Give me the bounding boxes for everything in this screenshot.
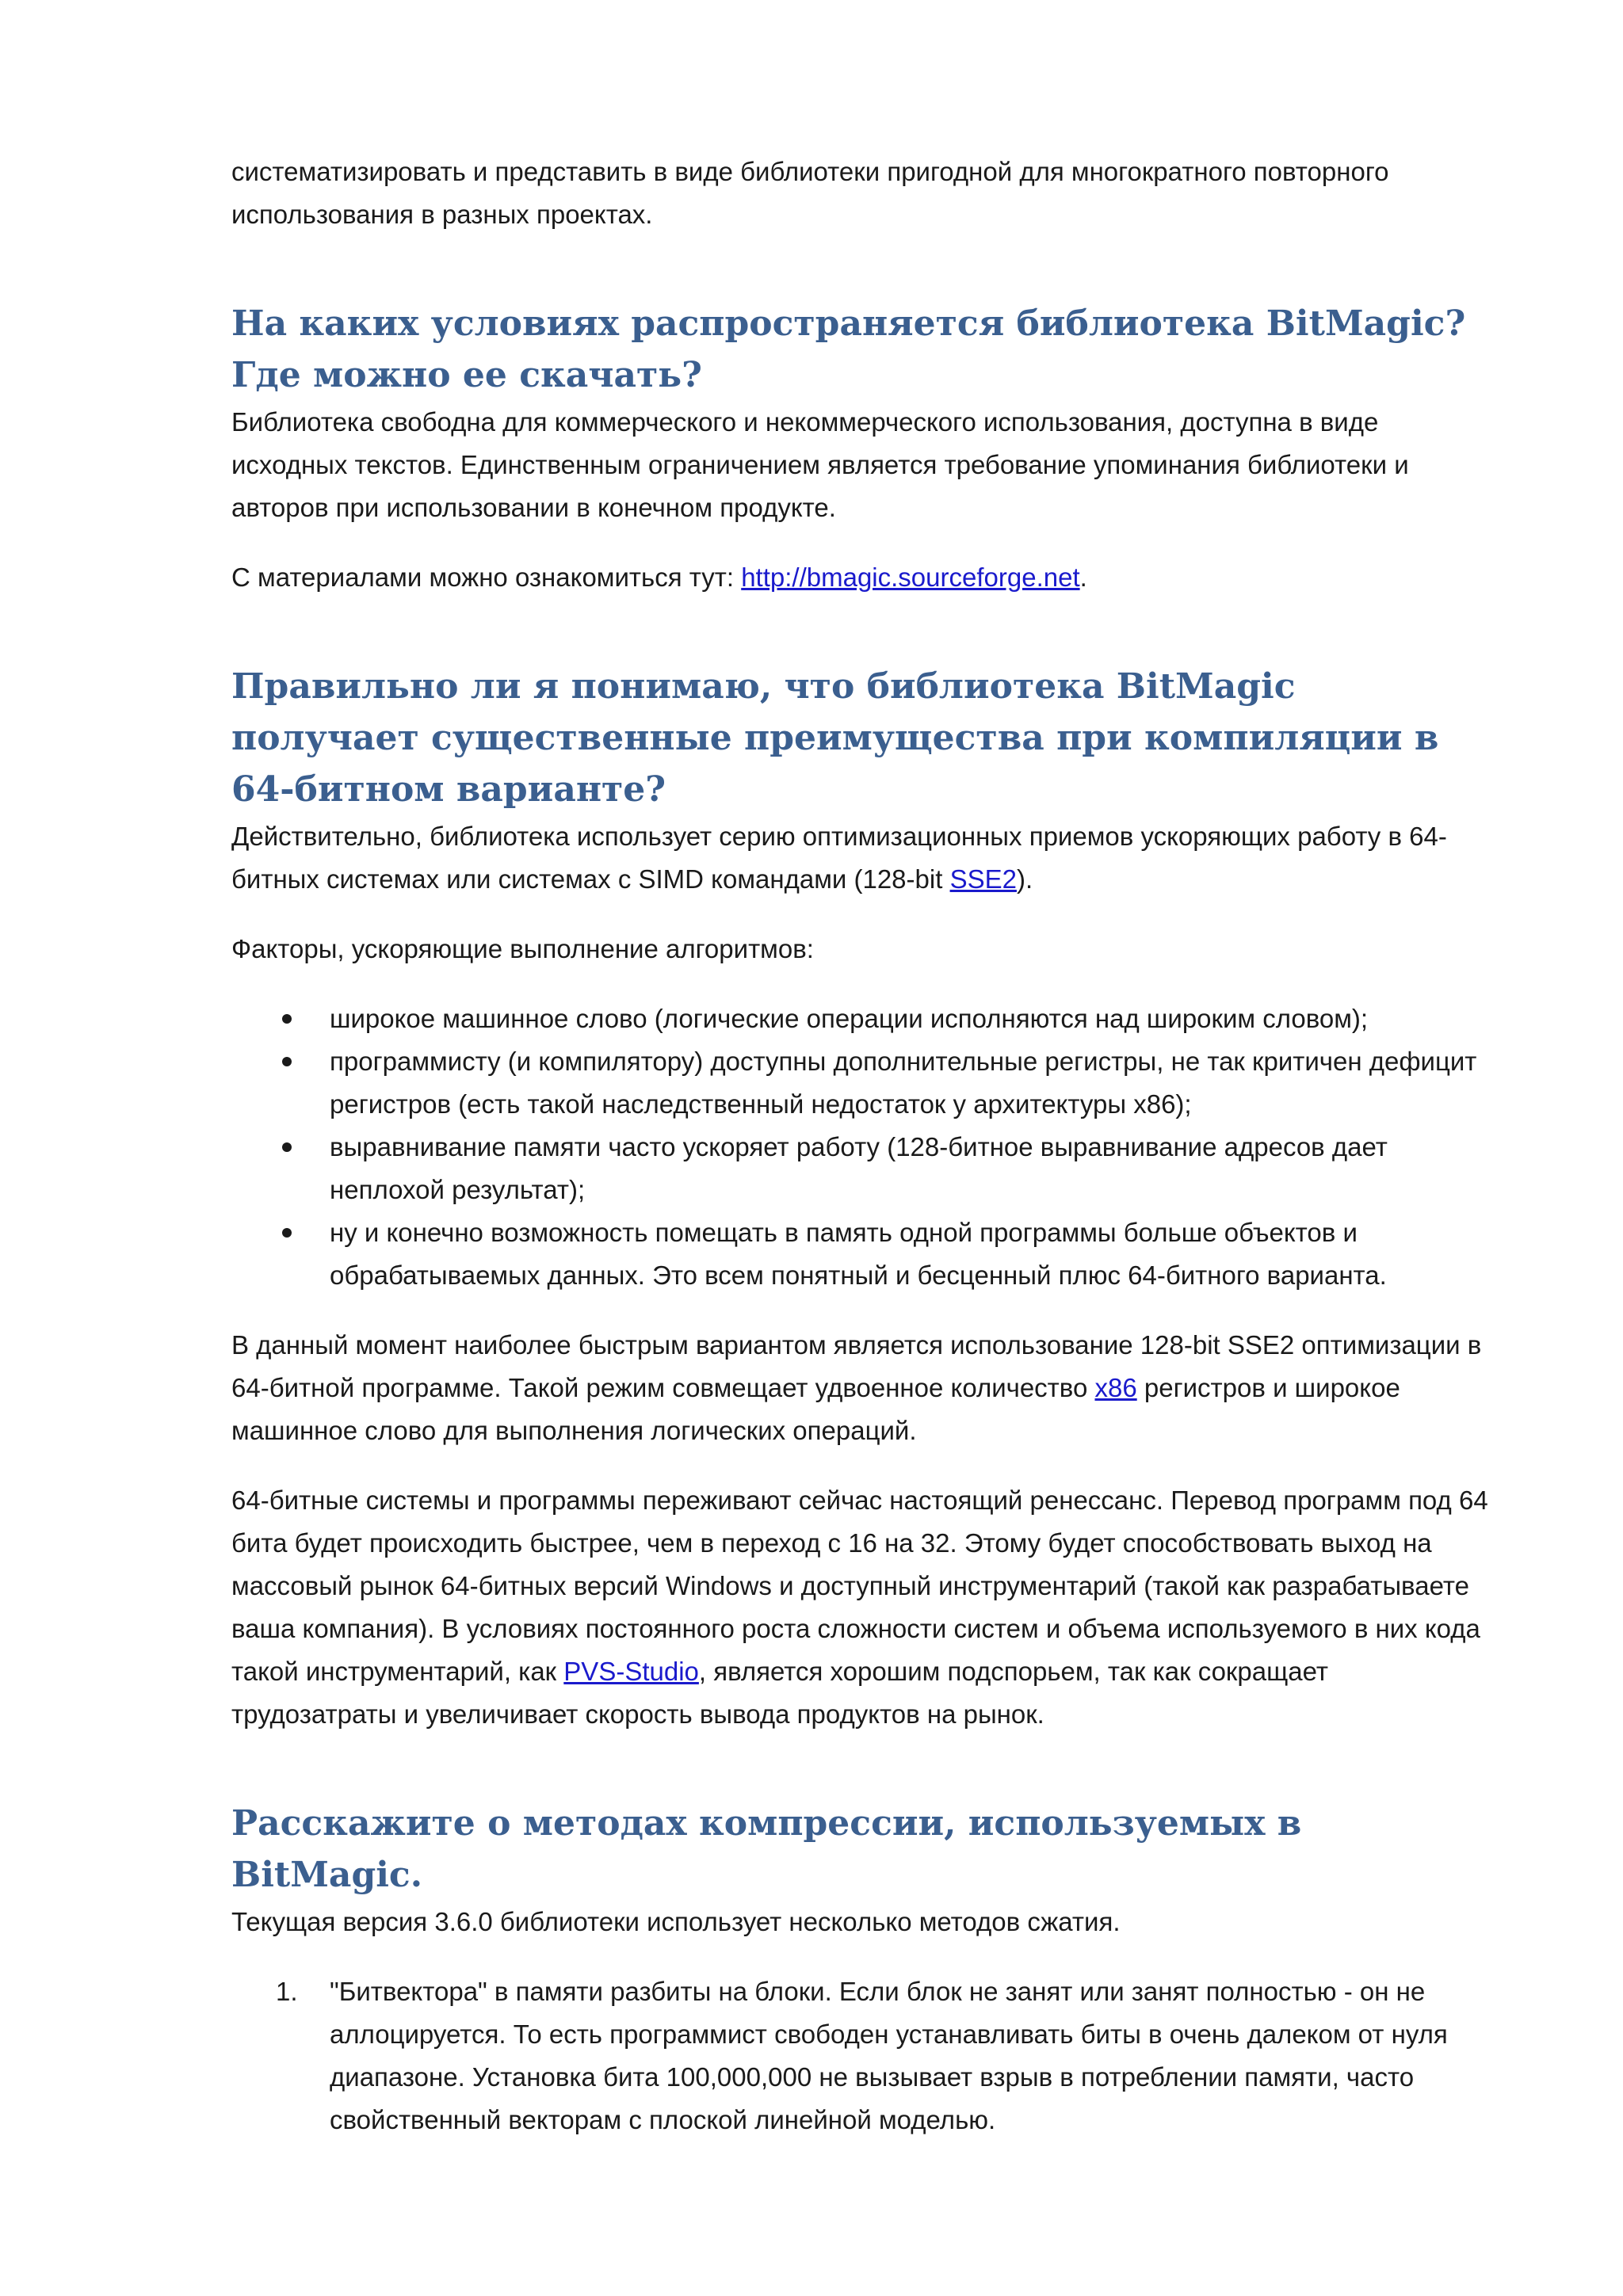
list-item: выравнивание памяти часто ускоряет работу (128-битное выравнивание адресов дает неплохой результат); — [330, 1126, 1488, 1211]
list-item: широкое машинное слово (логические операции исполняются над широким словом); — [330, 997, 1488, 1040]
optimization-suffix: ). — [1016, 864, 1033, 894]
list-item: ну и конечно возможность помещать в память одной программы больше объектов и обрабатываемых данных. Это всем понятный и бесценный плюс 64-битного варианта. — [330, 1211, 1488, 1297]
list-item: программисту (и компилятору) доступны дополнительные регистры, не так критичен дефицит регистров (есть такой наследственный недостаток у архитектуры x86); — [330, 1040, 1488, 1126]
license-paragraph: Библиотека свободна для коммерческого и некоммерческого использования, доступна в виде исходных текстов. Единственным ограничением является требование упоминания библиотеки и авторов при использовании в конечном продукте. — [231, 407, 1409, 522]
intro-paragraph: систематизировать и представить в виде библиотеки пригодной для многократного повторного использования в разных проектах. — [231, 157, 1389, 229]
compression-intro: Текущая версия 3.6.0 библиотеки использует несколько методов сжатия. — [231, 1907, 1121, 1936]
sse2-paragraph — [231, 1324, 1488, 1452]
section-heading-license: На каких условиях распространяется библиотека BitMagic? Где можно ее скачать? — [231, 303, 1466, 395]
factors-list — [231, 997, 1488, 1297]
x86-link[interactable]: x86 — [1094, 1373, 1137, 1402]
pvs-studio-link[interactable]: PVS-Studio — [563, 1657, 699, 1686]
optimization-paragraph — [231, 815, 1488, 901]
materials-text: С материалами можно ознакомиться тут: — [231, 563, 742, 592]
section-heading-compression: Расскажите о методах компрессии, используемых в BitMagic. — [231, 1803, 1302, 1895]
materials-paragraph — [231, 556, 1488, 599]
section-heading-64bit: Правильно ли я понимаю, что библиотека BitMagic получает существенные преимущества при компиляции в 64-битном варианте? — [231, 666, 1439, 810]
list-item-text: "Битвектора" в памяти разбиты на блоки. Если блок не занят или занят полностью - он не аллоцируется. То есть программист свободен устанавливать биты в очень далеком от нуля диапазоне. Установка бита 100,000,000 не вызывает взрыв в потреблении памяти, часто свойственный векторам с плоской линейной моделью. — [330, 1977, 1448, 2134]
optimization-text: Действительно, библиотека использует серию оптимизационных приемов ускоряющих работу в 64-битных системах или системах с SIMD командами (128-bit — [231, 822, 1447, 894]
renaissance-suffix: , является хорошим подспорьем, так как сокращает трудозатраты и увеличивает скорость вывода продуктов на рынок. — [231, 1657, 1328, 1729]
sse2-suffix: регистров и широкое машинное слово для выполнения логических операций. — [231, 1373, 1400, 1445]
factors-intro: Факторы, ускоряющие выполнение алгоритмов: — [231, 934, 814, 963]
bmagic-link[interactable]: http://bmagic.sourceforge.net — [741, 563, 1080, 592]
list-item — [276, 1970, 1488, 2142]
renaissance-text: 64-битные системы и программы переживают сейчас настоящий ренессанс. Перевод программ под 64 бита будет происходить быстрее, чем в переход с 16 на 32. Этому будет способствовать выход на массовый рынок 64-битных версий Windows и доступный инструментарий (такой как разрабатываете ваша компания). В условиях постоянного роста сложности систем и объема используемого в них кода такой инструментарий, как — [231, 1486, 1488, 1686]
sse2-link[interactable]: SSE2 — [949, 864, 1017, 894]
sse2-text: В данный момент наиболее быстрым вариантом является использование 128-bit SSE2 оптимизации в 64-битной программе. Такой режим совмещает удвоенное количество — [231, 1330, 1482, 1402]
materials-suffix: . — [1079, 563, 1087, 592]
compression-list — [231, 1970, 1488, 2142]
renaissance-paragraph — [231, 1479, 1488, 1736]
list-number: 1. — [276, 1977, 298, 2006]
